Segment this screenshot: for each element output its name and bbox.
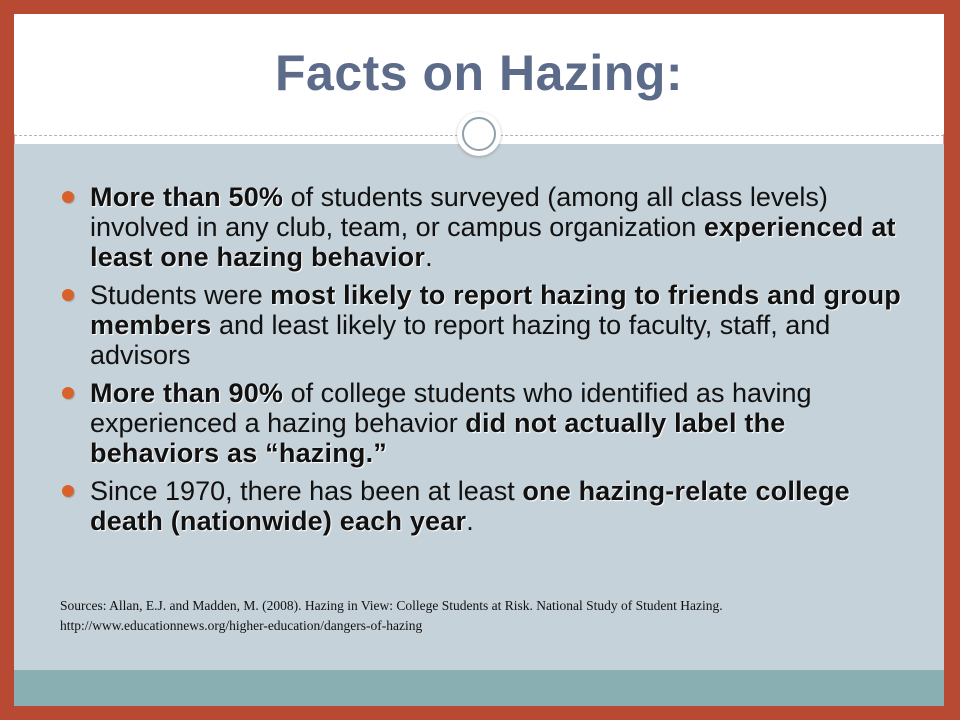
bullet-item xyxy=(62,182,902,272)
body-text: Students were xyxy=(90,280,271,310)
circle-ornament-icon xyxy=(457,112,501,156)
emphasis-text: most likely to report hazing to friends and group members xyxy=(90,280,901,340)
bullet-item xyxy=(62,476,902,536)
bullet-item xyxy=(62,280,902,370)
body-area xyxy=(14,144,944,670)
emphasis-text: More than 50% xyxy=(90,182,284,212)
body-text: . xyxy=(425,242,433,272)
page-title: Facts on Hazing: xyxy=(274,45,684,101)
bottom-band xyxy=(14,670,944,706)
sources xyxy=(60,598,900,638)
body-text: . xyxy=(466,506,474,536)
bullet-dot-icon xyxy=(62,191,74,203)
body-text: and least likely to report hazing to faculty, staff, and advisors xyxy=(90,310,831,370)
slide-content xyxy=(14,14,944,706)
bullet-dot-icon xyxy=(62,289,74,301)
emphasis-text: did not actually label the behaviors as “hazing.” xyxy=(90,408,786,468)
bullet-list xyxy=(62,182,902,544)
source-citation: Sources: Allan, E.J. and Madden, M. (2008). Hazing in View: College Students at Risk. National Study of Student Hazing. xyxy=(60,598,723,613)
bullet-dot-icon xyxy=(62,387,74,399)
bullet-dot-icon xyxy=(62,485,74,497)
ring-icon xyxy=(462,117,496,151)
emphasis-text: one hazing-relate college death (nationwide) each year xyxy=(90,476,850,536)
bullet-item xyxy=(62,378,902,468)
body-text: of college students who identified as having experienced a hazing behavior xyxy=(90,378,812,438)
source-url[interactable]: http://www.educationnews.org/higher-education/dangers-of-hazing xyxy=(60,618,423,633)
emphasis-text: experienced at least one hazing behavior xyxy=(90,212,896,272)
body-text: Since 1970, there has been at least xyxy=(90,476,523,506)
emphasis-text: More than 90% xyxy=(90,378,284,408)
body-text: of students surveyed (among all class levels) involved in any club, team, or campus organization xyxy=(90,182,828,242)
